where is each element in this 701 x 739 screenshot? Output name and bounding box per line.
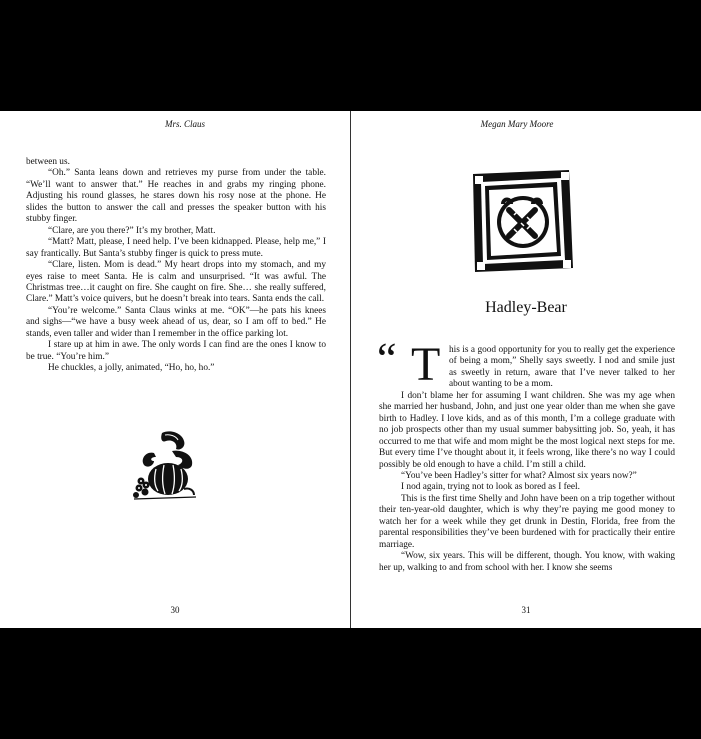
paragraph: “Wow, six years. This will be different, though. You know, with waking her up, walking to and from school with her. I know she seems — [379, 551, 675, 573]
paragraph: I nod again, trying not to look as bored as I feel. — [401, 482, 580, 493]
paragraph: I don’t blame her for assuming I want children. She was my age when she married her husband, John, and just one year older than me when she gave birth to Hadley. I love kids, and as of this month, I’m a college graduate with no job prospects other than my usual summer babysitting job. So, yeah, it has occurred to me that wife and mom might be the most logical next steps for me. But every time I’ve thought about it, it feels wrong, like there’s no way I could possibly be old enough to have a child. I’m still a child. — [379, 390, 675, 470]
paragraph: “You’re welcome.” Santa Claus winks at me. “OK”—he pats his knees and sighs—“we have a busy week ahead of us, dear, so I am off to bed.” He stands, even taller and wider than I remember in the office parking lot. — [26, 305, 326, 339]
book-spread — [0, 111, 701, 628]
paragraph: “You’ve been Hadley’s sitter for what? Almost six years now?” — [401, 470, 637, 481]
paragraph: “Matt? Matt, please, I need help. I’ve been kidnapped. Please, help me,” I say frantically. But Santa’s stubby finger is quick to press mute. — [26, 237, 326, 259]
left-page — [0, 111, 350, 628]
drop-quote: “ — [377, 334, 397, 383]
drop-cap: T — [411, 338, 441, 391]
right-page — [351, 111, 701, 628]
paragraph: between us. — [26, 157, 70, 167]
paragraph: “Clare, are you there?” It’s my brother, Matt. — [48, 225, 216, 236]
left-page-text — [26, 157, 326, 375]
paragraph: I stare up at him in awe. The only words I can find are the ones I know to be true. “You’re him.” — [26, 340, 326, 362]
paragraph: his is a good opportunity for you to really get the experience of being a mom,” Shelly says sweetly. I nod and smile just as sweetly in return, aware that I’ve never talked to her about wanting to be a mom. — [449, 345, 675, 390]
chapter-opening — [377, 334, 675, 391]
running-head-right: Megan Mary Moore — [480, 119, 554, 129]
running-head-left: Mrs. Claus — [164, 119, 205, 129]
chapter-title: Hadley-Bear — [485, 299, 567, 316]
paragraph: “Clare, listen. Mom is dead.” My heart drops into my stomach, and my eyes raise to meet Santa. He is calm and unsurprised. “It was awful. The Christmas tree…it caught on fire. She caught on fire. She… she really suffered, Clare.” Matt’s voice quivers, but he doesn’t break into tears. Santa ends the call. — [26, 260, 326, 305]
paragraph: This is the first time Shelly and John have been on a trip together without their ten-year-old daughter, which is why they’re paying me good money to watch her for a week while they get drunk in Destin, Florida, free from the parental responsibilities they’ve been burdened with for practically their entire marriage. — [379, 493, 675, 550]
pumpkin-illustration — [132, 429, 198, 501]
paragraph: He chuckles, a jolly, animated, “Ho, ho, ho.” — [48, 363, 215, 374]
page-number-right: 31 — [521, 605, 531, 615]
page-number-left: 30 — [170, 605, 180, 615]
crossed-candy-canes-frame-icon — [469, 168, 575, 274]
paragraph: “Oh.” Santa leans down and retrieves my purse from under the table. “We’ll want to answer that.” He reaches in and grabs my ringing phone. Adjusting his round glasses, he stares down his rosy nose at the phone. He slides the button to answer the call and presses the speaker button with his stubby finger. — [26, 168, 326, 225]
right-page-text — [377, 334, 675, 574]
